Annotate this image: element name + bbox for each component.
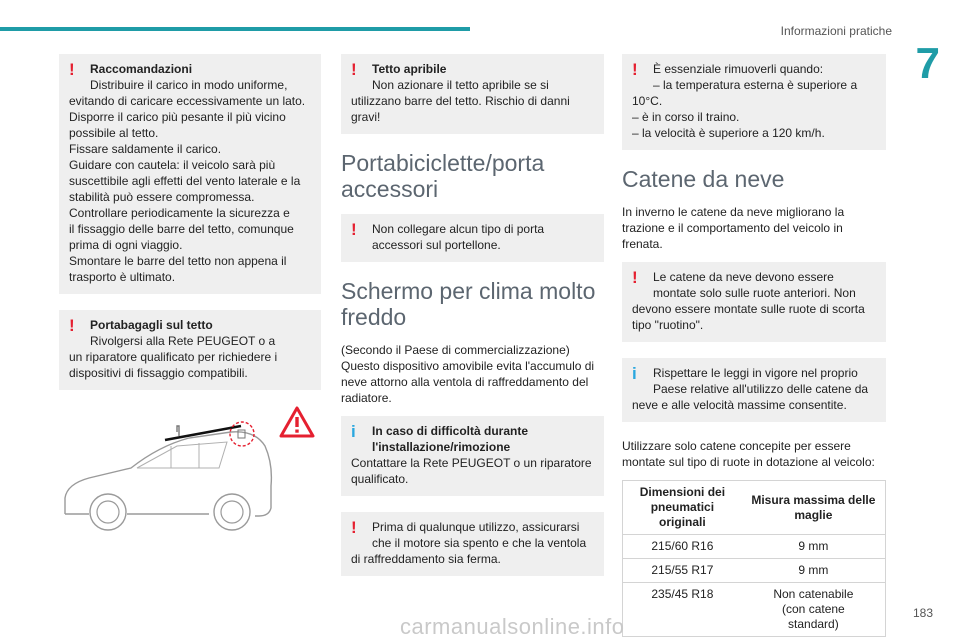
- page-number: 183: [912, 606, 933, 620]
- box-line: accessori sul portellone.: [372, 238, 501, 252]
- tire-chain-table: [622, 480, 886, 637]
- exclamation-icon: !: [632, 268, 638, 287]
- box-line: suscettibile agli effetti del vento laterale e la: [69, 174, 301, 188]
- exclamation-icon: !: [69, 60, 75, 79]
- table-header: Dimensioni dei pneumatici originali: [623, 481, 742, 535]
- exclamation-icon: !: [351, 518, 357, 537]
- exclamation-icon: !: [351, 60, 357, 79]
- info-icon: i: [632, 364, 637, 383]
- box-line: dispositivi di fissaggio compatibili.: [69, 366, 248, 380]
- heading-bike-carriers: Portabiciclette/porta accessori: [341, 150, 545, 202]
- box-title: Tetto apribile: [372, 62, 447, 76]
- box-line: Paese relative all'utilizzo delle catene da: [653, 382, 869, 396]
- box-line: devono essere montate sulle ruote di scorta: [632, 302, 865, 316]
- info-icon: i: [351, 422, 356, 441]
- table-cell: Non catenabile (con catene standard): [742, 583, 886, 637]
- box-line: Smontare le barre del tetto non appena il: [69, 254, 287, 268]
- table-row: [623, 535, 886, 559]
- box-line: utilizzano barre del tetto. Rischio di danni: [351, 94, 570, 108]
- warning-box-roof-rack: [59, 310, 321, 390]
- column-1: [59, 54, 321, 546]
- exclamation-icon: !: [351, 220, 357, 239]
- column-2: [341, 54, 604, 592]
- warning-triangle-icon: [279, 406, 315, 438]
- box-line: gravi!: [351, 110, 381, 124]
- box-line: Non collegare alcun tipo di porta: [372, 222, 545, 236]
- table-cell: 9 mm: [742, 535, 886, 559]
- box-line: Contattare la Rete PEUGEOT o un riparatore: [351, 456, 592, 470]
- table-cell: 235/45 R18: [623, 583, 742, 637]
- table-intro: Utilizzare solo catene concepite per essere montate sul tipo di ruote in dotazione al veicolo:: [622, 439, 875, 469]
- box-line: possibile al tetto.: [69, 126, 159, 140]
- box-line: neve e alle velocità massime consentite.: [632, 398, 847, 412]
- watermark: carmanualsonline.info: [400, 614, 625, 639]
- table-cell: 215/55 R17: [623, 559, 742, 583]
- box-title: l'installazione/rimozione: [372, 440, 511, 454]
- warning-box-remove-screen: [622, 54, 886, 150]
- box-line: Disporre il carico più pesante il più vicino: [69, 110, 286, 124]
- box-line: tipo "ruotino".: [632, 318, 704, 332]
- exclamation-icon: !: [632, 60, 638, 79]
- box-line: È essenziale rimuoverli quando:: [653, 62, 824, 76]
- table-row: [623, 559, 886, 583]
- chapter-number: 7: [915, 39, 940, 88]
- box-line: evitando di caricare eccessivamente un lato.: [69, 94, 306, 108]
- warning-box-front-wheels: [622, 262, 886, 342]
- column-3: [622, 54, 886, 637]
- header-accent-bar: [0, 27, 470, 31]
- info-box-installation: [341, 416, 604, 496]
- screen-description: (Secondo il Paese di commercializzazione) Questo dispositivo amovibile evita l'accumulo di neve attorno alla ventola di raffreddamento del radiatore.: [341, 343, 595, 405]
- info-box-laws: [622, 358, 886, 422]
- box-line: stabilità può essere compromessa.: [69, 190, 255, 204]
- box-line: Guidare con cautela: il veicolo sarà più: [69, 158, 276, 172]
- box-line: Rivolgersi alla Rete PEUGEOT o a: [90, 334, 276, 348]
- box-title: Raccomandazioni: [90, 62, 193, 76]
- box-line: di raffreddamento sia ferma.: [351, 552, 501, 566]
- box-line: montate solo sulle ruote anteriori. Non: [653, 286, 856, 300]
- warning-box-recommendations: [59, 54, 321, 294]
- exclamation-icon: !: [69, 316, 75, 335]
- box-line: – la temperatura esterna è superiore a: [653, 78, 858, 92]
- warning-box-tailgate: [341, 214, 604, 262]
- box-line: – è in corso il traino.: [632, 110, 740, 124]
- table-cell: 9 mm: [742, 559, 886, 583]
- table-header: Misura massima delle maglie: [742, 481, 886, 535]
- table-header-row: [623, 481, 886, 535]
- box-line: trasporto è ultimato.: [69, 270, 176, 284]
- heading-snow-chains: Catene da neve: [622, 166, 785, 192]
- box-line: Distribuire il carico in modo uniforme,: [90, 78, 288, 92]
- chains-description: In inverno le catene da neve migliorano la trazione e il comportamento del veicolo in frenata.: [622, 205, 845, 251]
- box-line: Fissare saldamente il carico.: [69, 142, 222, 156]
- warning-box-engine-off: [341, 512, 604, 576]
- box-line: che il motore sia spento e che la ventola: [372, 536, 587, 550]
- box-line: – la velocità è superiore a 120 km/h.: [632, 126, 825, 140]
- box-line: Rispettare le leggi in vigore nel proprio: [653, 366, 858, 380]
- table-row: [623, 583, 886, 637]
- car-roof-bars-illustration: [59, 406, 321, 546]
- box-line: Non azionare il tetto apribile se si: [372, 78, 549, 92]
- box-line: Controllare periodicamente la sicurezza e: [69, 206, 290, 220]
- section-title: Informazioni pratiche: [780, 24, 892, 38]
- heading-cold-climate-screen: Schermo per clima molto freddo: [341, 278, 596, 330]
- box-line: Le catene da neve devono essere: [653, 270, 834, 284]
- table-cell: 215/60 R16: [623, 535, 742, 559]
- box-line: prima di ogni viaggio.: [69, 238, 183, 252]
- box-line: il fissaggio delle barre del tetto, comunque: [69, 222, 294, 236]
- box-line: un riparatore qualificato per richiedere i: [69, 350, 278, 364]
- warning-box-sunroof: [341, 54, 604, 134]
- box-line: Prima di qualunque utilizzo, assicurarsi: [372, 520, 580, 534]
- box-title: In caso di difficoltà durante: [372, 424, 529, 438]
- box-title: Portabagagli sul tetto: [90, 318, 213, 332]
- box-line: qualificato.: [351, 472, 409, 486]
- box-line: 10°C.: [632, 94, 663, 108]
